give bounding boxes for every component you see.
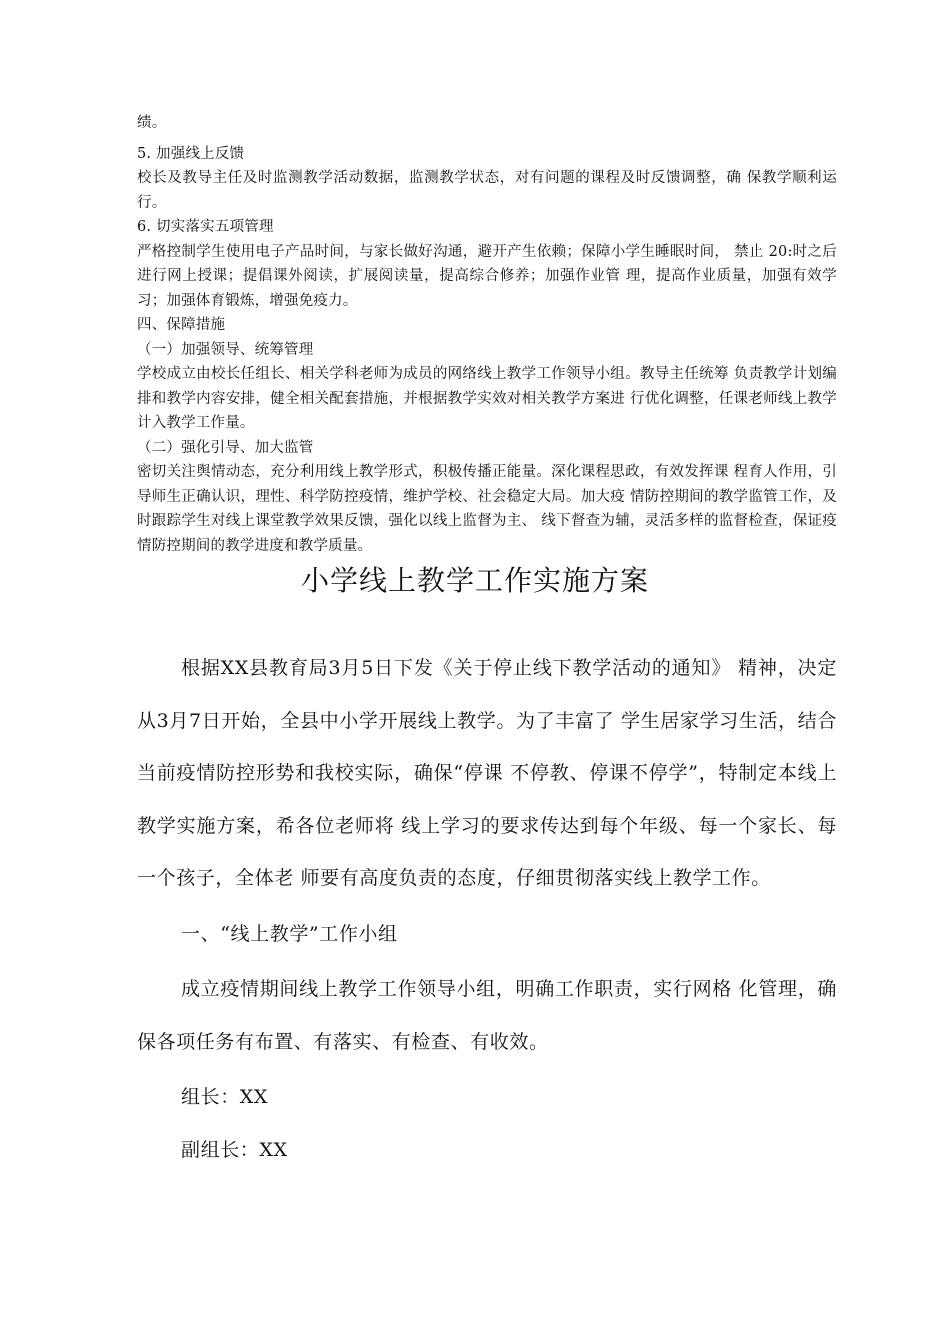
section4-heading: 四、保障措施 [137,317,226,333]
item5-heading: 5. 加强线上反馈 [137,145,245,162]
paragraph-continuation: 绩。 [137,115,167,131]
subsection2-body: 密切关注舆情动态，充分利用线上教学形式，积极传播正能量。深化课程思政，有效发挥课 程育人作用，引导师生正确认识，理性、科学防控疫情，维护学校、社会稳定大局。加大疫 情防控期间的教学监管工作，及时跟踪学生对线上课堂教学效果反馈，强化以线上监督为主、 线下督查为辅，灵活多样的监督检查，保证疫情防控期间的教学进度和教学质量。 [137,464,837,554]
section1-body: 成立疫情期间线上教学工作领导小组，明确工作职责，实行网格 化管理，确保各项任务有布置、有落实、有检查、有收效。 [137,978,837,1053]
subsection1-heading: （一）加强领导、统筹管理 [137,341,314,358]
intro-paragraph: 根据XX县教育局3月5日下发《关于停止线下教学活动的通知》 精神，决定从3月7日开始，全县中小学开展线上教学。为了丰富了 学生居家学习生活，结合当前疫情防控形势和我校实际，确保“停课 不停教、停课不停学”，特制定本线上教学实施方案，希各位老师将 线上学习的要求传达到每个年级、每一个家长、每一个孩子，全体老 师要有高度负责的态度，仔细贯彻落实线上教学工作。 [137,657,837,889]
item6-body: 严格控制学生使用电子产品时间，与家长做好沟通，避开产生依赖；保障小学生睡眠时间， 禁止 20:时之后进行网上授课；提倡课外阅读，扩展阅读量，提高综合修养；加强作业管 理，提高作业质量，加强有效学习；加强体育锻炼，增强免疫力。 [137,243,837,309]
item6-heading: 6. 切实落实五项管理 [137,219,274,235]
section1-heading: 一、“线上教学”工作小组 [181,922,398,945]
previous-page-section [137,111,837,558]
subsection1-body: 学校成立由校长任组长、相关学科老师为成员的网络线上教学工作领导小组。教导主任统筹 负责教学计划编排和教学内容安排，健全相关配套措施，并根据教学实效对相关教学方案进 行优化调整，任课老师线上教学计入教学工作量。 [137,366,837,431]
document-title: 小学线上教学工作实施方案 [300,564,649,597]
deputy-leader-line: 副组长：XX [181,1138,288,1161]
leader-line: 组长：XX [181,1086,269,1108]
item5-body: 校长及教导主任及时监测教学活动数据，监测教学状态，对有问题的课程及时反馈调整，确 保教学顺利运行。 [137,170,837,211]
subsection2-heading: （二）强化引导、加大监管 [137,439,314,456]
document-body [137,642,837,1176]
